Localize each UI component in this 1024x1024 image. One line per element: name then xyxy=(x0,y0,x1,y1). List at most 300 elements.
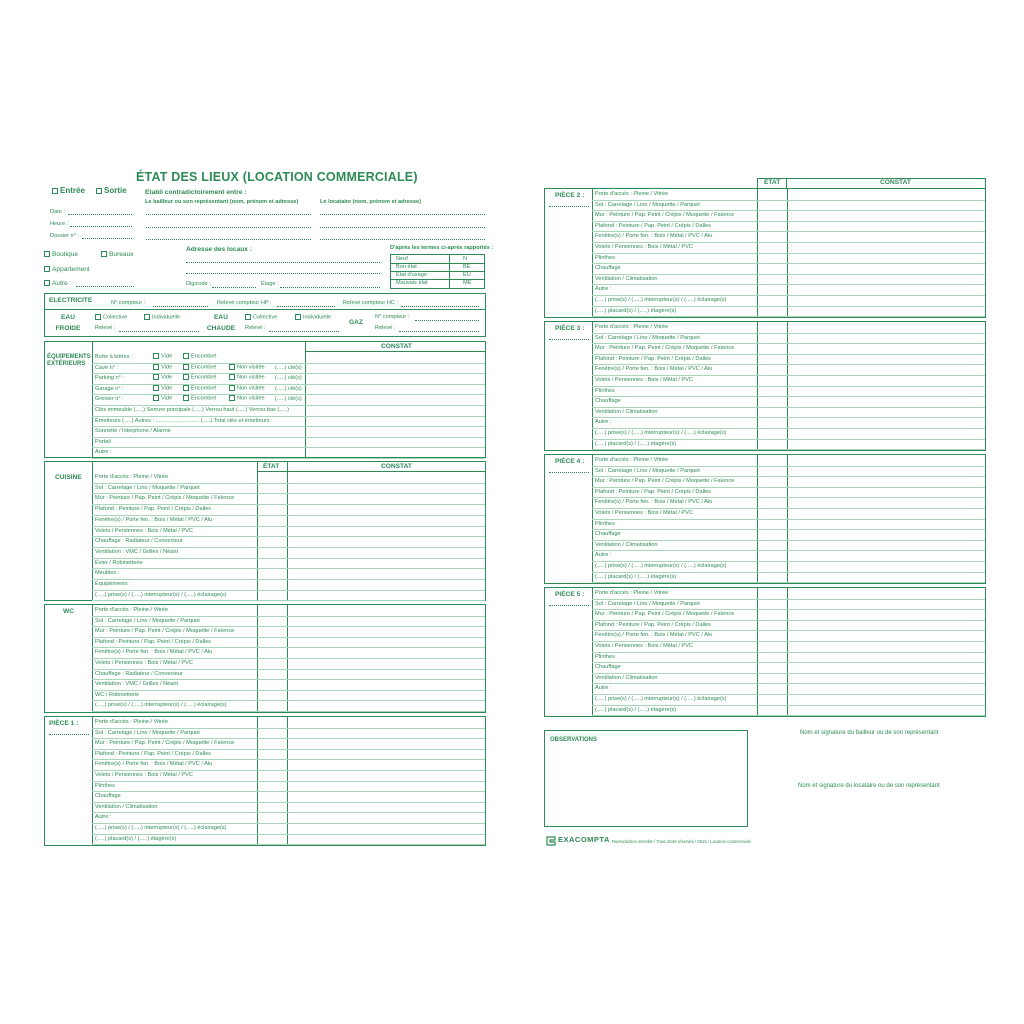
piece1-section xyxy=(44,716,486,846)
piece4-row-divider xyxy=(592,476,985,477)
equip-option-1-1[interactable]: Encombré xyxy=(183,364,217,370)
piece4-row-divider xyxy=(592,497,985,498)
piece5-section xyxy=(544,587,986,717)
piece4-name-field[interactable] xyxy=(549,472,589,473)
cuisine-row-divider xyxy=(92,579,485,580)
adresse-line-1[interactable] xyxy=(186,262,380,263)
piece3-row-divider xyxy=(592,439,985,440)
eau-froide-releve-field[interactable] xyxy=(119,331,199,332)
cuisine-row-4: Fenêtre(s) / Porte fen. : Bois / Métal / PVC / Alu xyxy=(95,516,213,523)
right-constat-header: CONSTAT xyxy=(880,179,911,186)
piece2-row-1: Sol : Carrelage / Lino / Moquette / Parquet xyxy=(595,201,700,208)
terme-neuf: Neuf xyxy=(396,256,408,262)
digicode-field[interactable] xyxy=(212,287,256,288)
equip-row-1: Cave n° : xyxy=(95,364,119,371)
cuisine-row-divider xyxy=(92,568,485,569)
equip-option-4-2[interactable]: Non visitée xyxy=(229,395,265,401)
piece5-row-divider xyxy=(592,641,985,642)
equip-row-2: Parking n° : xyxy=(95,375,124,382)
equip-row-divider xyxy=(92,373,485,374)
piece2-row-8: Ventilation / Climatisation xyxy=(595,275,658,282)
piece4-row-divider xyxy=(592,519,985,520)
terme-etat-usage: Etat d'usage xyxy=(396,272,427,278)
piece2-row-9: Autre : xyxy=(595,286,612,293)
equip-row-divider xyxy=(92,405,485,406)
locataire-line-1[interactable] xyxy=(320,214,485,215)
gaz-compteur-field[interactable] xyxy=(415,320,479,321)
piece2-row-6: Plinthes xyxy=(595,254,615,261)
eau-froide-collective-checkbox[interactable] xyxy=(95,314,101,320)
elec-hc-field[interactable] xyxy=(401,306,479,307)
terme-bon-etat: Bon état xyxy=(396,264,417,270)
piece1-row-divider xyxy=(92,812,485,813)
equip-row-9: Autre : xyxy=(95,449,112,456)
piece3-row-9: Autre : xyxy=(595,419,612,426)
equip-checkbox[interactable] xyxy=(153,395,159,401)
piece4-row-11: (.....) placard(s) / (.....) étagère(s) xyxy=(595,573,677,580)
appartement-checkbox[interactable] xyxy=(44,266,50,272)
equip-option-1-2[interactable]: Non visitée xyxy=(229,364,265,370)
cuisine-row-divider xyxy=(92,526,485,527)
piece4-row-divider xyxy=(592,529,985,530)
autre-option[interactable]: Autre : xyxy=(44,280,71,288)
piece3-row-divider xyxy=(592,396,985,397)
equip-keys-3: (.....) clé(s) xyxy=(275,385,302,392)
piece2-row-5: Volets / Persiennes : Bois / Métal / PVC xyxy=(595,244,693,250)
cuisine-row-3: Plafond : Peinture / Pap. Peint / Crépis / Dalles xyxy=(95,506,211,513)
bailleur-line-1[interactable] xyxy=(146,214,311,215)
heure-label: Heure : xyxy=(50,221,69,227)
electricite-label: ELECTRICITE xyxy=(49,297,93,304)
piece4-row-10: (.....) prise(s) / (.....) interrupteur(s) / (.....) éclairage(s) xyxy=(595,563,727,569)
equip-checkbox[interactable] xyxy=(229,364,235,370)
cuisine-row-0: Porte d'accès : Pleine / Vitrée xyxy=(95,474,169,480)
termes-title: D'après les termes ci-après rapportés : xyxy=(390,245,494,251)
piece4-row-0: Porte d'accès : Pleine / Vitrée xyxy=(595,457,669,463)
adresse-line-2[interactable] xyxy=(186,273,380,274)
piece1-row-divider xyxy=(92,738,485,739)
etabli-label: Etabli contradictoirement entre : xyxy=(145,189,247,196)
gaz-releve-field[interactable] xyxy=(399,331,479,332)
cuisine-row-divider xyxy=(92,493,485,494)
piece3-row-8: Ventilation / Climatisation xyxy=(595,408,658,415)
piece2-row-divider xyxy=(592,295,985,296)
cuisine-row-divider xyxy=(92,590,485,591)
digicode-label: Digicode : xyxy=(186,281,211,287)
observations-label: OBSERVATIONS xyxy=(550,737,598,743)
piece4-row-7: Chauffage xyxy=(595,531,621,538)
piece1-row-2: Mur : Peinture / Pap. Peint / Crépis / Moquette / Faïence xyxy=(95,740,235,747)
piece2-row-divider xyxy=(592,306,985,307)
cuisine-constat-header: CONSTAT xyxy=(381,463,412,470)
bailleur-line-2[interactable] xyxy=(146,227,311,228)
piece2-row-divider xyxy=(592,200,985,201)
wc-row-divider xyxy=(92,626,485,627)
piece5-row-divider xyxy=(592,609,985,610)
piece1-row-divider xyxy=(92,802,485,803)
cuisine-label: CUISINE xyxy=(55,474,82,481)
piece4-label: PIÈCE 4 : xyxy=(555,458,585,465)
piece4-row-4: Fenêtre(s) / Porte fen. : Bois / Métal / PVC / Alu xyxy=(595,499,713,506)
piece1-row-divider xyxy=(92,749,485,750)
piece5-row-2: Mur : Peinture / Pap. Peint / Crépis / Moquette / Faïence xyxy=(595,611,735,618)
eau-chaude-individuelle-checkbox[interactable] xyxy=(295,314,301,320)
piece2-row-divider xyxy=(592,263,985,264)
equip-row-6: Émetteurs (.....) Autres : ............................ (.....) Total clés et émetteurs : xyxy=(95,417,273,424)
piece1-row-1: Sol : Carrelage / Lino / Moquette / Parquet xyxy=(95,729,200,736)
eau-chaude-collective-checkbox[interactable] xyxy=(245,314,251,320)
equip-row-divider xyxy=(92,363,485,364)
cuisine-row-divider xyxy=(92,504,485,505)
piece1-row-divider xyxy=(92,823,485,824)
piece1-row-divider xyxy=(92,781,485,782)
equip-row-3: Garage n° : xyxy=(95,385,124,392)
piece3-section xyxy=(544,321,986,451)
piece2-row-0: Porte d'accès : Pleine / Vitrée xyxy=(595,191,669,197)
cuisine-row-divider xyxy=(92,547,485,548)
eau-froide-label: EAU FROIDE xyxy=(55,314,81,332)
bureaux-option[interactable]: Bureaux xyxy=(101,251,134,259)
exacompta-logo xyxy=(545,834,557,852)
signature-locataire-label: Nom et signature du locataire ou de son représentant xyxy=(798,783,940,789)
piece3-row-1: Sol : Carrelage / Lino / Moquette / Parquet xyxy=(595,334,700,341)
wc-row-0: Porte d'accès : Pleine / Vitrée xyxy=(95,607,169,613)
cuisine-row-9: Meubles : xyxy=(95,570,120,577)
piece5-row-divider xyxy=(592,652,985,653)
piece1-row-6: Plinthes xyxy=(95,782,115,789)
equip-constat-header: CONSTAT xyxy=(381,343,412,350)
piece5-row-3: Plafond : Peinture / Pap. Peint / Crépis / Dalles xyxy=(595,621,711,628)
equip-checkbox[interactable] xyxy=(153,385,159,391)
cuisine-row-2: Mur : Peinture / Pap. Peint / Crépis / Moquette / Faïence xyxy=(95,495,235,502)
piece2-row-divider xyxy=(592,274,985,275)
cuisine-row-5: Volets / Persiennes : Bois / Métal / PVC xyxy=(95,527,193,534)
equip-keys-1: (.....) clé(s) xyxy=(275,364,302,371)
entree-option[interactable]: Entrée xyxy=(52,187,85,195)
boutique-option[interactable]: Boutique xyxy=(44,251,78,259)
wc-row-1: Sol : Carrelage / Lino / Moquette / Parquet xyxy=(95,617,200,624)
equip-option-1-0[interactable]: Vide xyxy=(153,364,172,370)
equip-row-4: Grenier n° : xyxy=(95,396,124,403)
cuisine-row-8: Évier / Robinetterie xyxy=(95,559,143,566)
equip-row-divider xyxy=(92,416,485,417)
piece4-row-divider xyxy=(592,572,985,573)
piece3-row-divider xyxy=(592,364,985,365)
dossier-field[interactable] xyxy=(82,238,132,239)
cuisine-row-divider xyxy=(92,558,485,559)
wc-row-6: Chauffage : Radiateur / Convecteur xyxy=(95,670,183,677)
piece5-name-field[interactable] xyxy=(549,605,589,606)
sortie-checkbox[interactable] xyxy=(96,188,102,194)
piece3-row-divider xyxy=(592,375,985,376)
etage-field[interactable] xyxy=(280,287,380,288)
piece1-row-11: (.....) placard(s) / (.....) étagère(s) xyxy=(95,835,177,842)
piece2-row-10: (.....) prise(s) / (.....) interrupteur(s) / (.....) éclairage(s) xyxy=(595,297,727,303)
piece5-row-divider xyxy=(592,683,985,684)
piece4-row-6: Plinthes xyxy=(595,520,615,527)
piece3-row-7: Chauffage xyxy=(595,398,621,405)
piece2-row-divider xyxy=(592,242,985,243)
piece5-label: PIÈCE 5 : xyxy=(555,591,585,598)
bureaux-checkbox[interactable] xyxy=(101,251,107,257)
wc-row-divider xyxy=(92,658,485,659)
wc-row-8: WC / Robinetterie xyxy=(95,691,140,698)
equip-checkbox[interactable] xyxy=(229,385,235,391)
piece2-row-divider xyxy=(592,316,985,317)
date-label: Date : xyxy=(50,209,65,215)
cuisine-etat-header: ÉTAT xyxy=(263,463,280,470)
piece1-row-0: Porte d'accès : Pleine / Vitrée xyxy=(95,719,169,725)
piece3-row-divider xyxy=(592,343,985,344)
piece5-row-divider xyxy=(592,662,985,663)
locataire-label: Le locataire (nom, prénom et adresse) xyxy=(320,199,422,205)
piece4-row-1: Sol : Carrelage / Lino / Moquette / Parquet xyxy=(595,467,700,474)
eau-froide-individuelle-checkbox[interactable] xyxy=(144,314,150,320)
piece3-row-divider xyxy=(592,449,985,450)
piece3-row-divider xyxy=(592,428,985,429)
wc-row-divider xyxy=(92,616,485,617)
cuisine-row-7: Ventilation : VMC / Grilles / Néant xyxy=(95,548,179,555)
piece4-row-divider xyxy=(592,582,985,583)
piece2-name-field[interactable] xyxy=(549,206,589,207)
equip-option-2-1[interactable]: Encombré xyxy=(183,374,217,380)
autre-checkbox[interactable] xyxy=(44,280,50,286)
piece3-label: PIÈCE 3 : xyxy=(555,325,585,332)
piece4-row-divider xyxy=(592,540,985,541)
piece2-row-divider xyxy=(592,210,985,211)
piece2-row-2: Mur : Peinture / Pap. Peint / Crépis / Moquette / Faïence xyxy=(595,212,735,219)
cuisine-row-10: Équipements : xyxy=(95,581,131,587)
piece1-row-divider xyxy=(92,759,485,760)
cuisine-section xyxy=(44,461,486,601)
equip-checkbox[interactable] xyxy=(153,364,159,370)
piece2-row-7: Chauffage xyxy=(595,265,621,272)
wc-row-2: Mur : Peinture / Pap. Peint / Crépis / Moquette / Faïence xyxy=(95,628,235,635)
piece2-label: PIÈCE 2 : xyxy=(555,192,585,199)
gaz-label: GAZ xyxy=(349,319,363,326)
piece5-row-9: Autre : xyxy=(595,685,612,692)
autre-field[interactable] xyxy=(76,286,134,287)
wc-row-divider xyxy=(92,700,485,701)
equip-row-7: Sonnette / Interphone / Alarme xyxy=(95,428,171,435)
piece1-row-divider xyxy=(92,791,485,792)
equip-keys-4: (.....) clé(s) xyxy=(275,396,302,403)
piece5-row-divider xyxy=(592,715,985,716)
wc-row-4: Fenêtre(s) / Porte fen. : Bois / Métal / PVC / Alu xyxy=(95,649,213,656)
observations-box[interactable] xyxy=(544,730,748,827)
piece4-row-2: Mur : Peinture / Pap. Peint / Crépis / Moquette / Faïence xyxy=(595,478,735,485)
piece4-row-divider xyxy=(592,508,985,509)
equip-row-divider xyxy=(92,458,485,459)
equip-option-0-0[interactable]: Vide xyxy=(153,353,172,359)
terme-mauvais: Mauvais état xyxy=(396,280,428,286)
piece4-row-divider xyxy=(592,466,985,467)
equip-checkbox[interactable] xyxy=(229,395,235,401)
cuisine-row-6: Chauffage : Radiateur / Convecteur xyxy=(95,538,183,545)
form-title: ÉTAT DES LIEUX (LOCATION COMMERCIALE) xyxy=(136,170,418,184)
piece5-row-divider xyxy=(592,673,985,674)
wc-row-7: Ventilation : VMC / Grilles / Néant xyxy=(95,681,179,688)
equip-checkbox[interactable] xyxy=(183,353,189,359)
cuisine-row-divider xyxy=(92,483,485,484)
piece1-row-divider xyxy=(92,844,485,845)
piece5-row-divider xyxy=(592,599,985,600)
piece3-row-divider xyxy=(592,417,985,418)
piece3-row-divider xyxy=(592,407,985,408)
piece4-section xyxy=(544,454,986,584)
piece1-row-3: Plafond : Peinture / Pap. Peint / Crépis / Dalles xyxy=(95,750,211,757)
equip-checkbox[interactable] xyxy=(183,364,189,370)
cuisine-row-divider xyxy=(92,515,485,516)
equip-checkbox[interactable] xyxy=(229,374,235,380)
equip-checkbox[interactable] xyxy=(183,374,189,380)
piece3-name-field[interactable] xyxy=(549,339,589,340)
piece1-row-5: Volets / Persiennes : Bois / Métal / PVC xyxy=(95,772,193,778)
wc-row-divider xyxy=(92,669,485,670)
equip-option-4-0[interactable]: Vide xyxy=(153,395,172,401)
equip-option-3-0[interactable]: Vide xyxy=(153,385,172,391)
equip-option-3-2[interactable]: Non visitée xyxy=(229,385,265,391)
piece4-row-divider xyxy=(592,550,985,551)
equip-option-2-0[interactable]: Vide xyxy=(153,374,172,380)
equip-row-divider xyxy=(92,447,485,448)
equip-option-4-1[interactable]: Encombré xyxy=(183,395,217,401)
compteurs-section: ELECTRICITE N° compteur : Relevé compteur HP : Relevé compteur HC : EAU FROIDE Collective Individuelle Relevé : EAU CHAUDE Collective Individuelle Relevé : GAZ N° compteur : Relevé : xyxy=(44,293,486,337)
equip-row-divider xyxy=(92,394,485,395)
equip-row-5: Clés immeuble (.....) Serrure principale (.....) Verrou haut (.....) Verrou bas (.....) xyxy=(95,407,289,413)
piece1-row-7: Chauffage xyxy=(95,793,121,800)
piece1-name-field[interactable] xyxy=(49,734,89,735)
heure-field[interactable] xyxy=(70,226,132,227)
piece4-row-9: Autre : xyxy=(595,552,612,559)
piece2-row-divider xyxy=(592,231,985,232)
piece1-row-10: (.....) prise(s) / (.....) interrupteur(s) / (.....) éclairage(s) xyxy=(95,825,227,831)
signature-bailleur-label: Nom et signature du bailleur ou de son représentant xyxy=(800,730,939,736)
piece5-row-divider xyxy=(592,630,985,631)
cuisine-row-1: Sol : Carrelage / Lino / Moquette / Parquet xyxy=(95,484,200,491)
cuisine-row-divider xyxy=(92,600,485,601)
piece2-section xyxy=(544,188,986,318)
piece4-row-5: Volets / Persiennes : Bois / Métal / PVC xyxy=(595,510,693,516)
piece1-row-9: Autre : xyxy=(95,814,112,821)
dossier-label: Dossier n° : xyxy=(50,233,79,239)
locataire-line-3[interactable] xyxy=(320,239,485,240)
equip-checkbox[interactable] xyxy=(153,374,159,380)
exacompta-icon xyxy=(545,835,557,847)
equip-row-divider xyxy=(92,437,485,438)
equip-keys-2: (.....) clé(s) xyxy=(275,375,302,382)
elec-compteur-field[interactable] xyxy=(153,306,208,307)
cuisine-row-divider xyxy=(92,536,485,537)
wc-section xyxy=(44,604,486,713)
piece5-row-10: (.....) prise(s) / (.....) interrupteur(s) / (.....) éclairage(s) xyxy=(595,696,727,702)
appartement-option[interactable]: Appartement xyxy=(44,266,90,274)
equip-option-0-1[interactable]: Encombré xyxy=(183,353,217,359)
bailleur-label: Le bailleur ou son représentant (nom, prénom et adresse) xyxy=(145,199,299,205)
entree-checkbox[interactable] xyxy=(52,188,58,194)
piece5-row-divider xyxy=(592,705,985,706)
piece1-row-8: Ventilation / Climatisation xyxy=(95,803,158,810)
piece3-row-divider xyxy=(592,354,985,355)
piece3-row-3: Plafond : Peinture / Pap. Peint / Crépis / Dalles xyxy=(595,355,711,362)
wc-row-5: Volets / Persiennes : Bois / Métal / PVC xyxy=(95,660,193,666)
brand-name: EXACOMPTA xyxy=(558,835,610,844)
equip-option-2-2[interactable]: Non visitée xyxy=(229,374,265,380)
piece3-row-divider xyxy=(592,333,985,334)
termes-legend: Neuf N Bon état BE Etat d'usage EU Mauvais état ME xyxy=(390,254,485,289)
wc-row-3: Plafond : Peinture / Pap. Peint / Crépis / Dalles xyxy=(95,638,211,645)
piece5-row-divider xyxy=(592,694,985,695)
piece5-row-7: Chauffage xyxy=(595,664,621,671)
piece3-row-4: Fenêtre(s) / Porte fen. : Bois / Métal / PVC / Alu xyxy=(595,366,713,373)
wc-row-divider xyxy=(92,679,485,680)
piece5-row-11: (.....) placard(s) / (.....) étagère(s) xyxy=(595,706,677,713)
locataire-line-2[interactable] xyxy=(320,227,485,228)
elec-hp-field[interactable] xyxy=(277,306,335,307)
piece4-row-divider xyxy=(592,561,985,562)
piece4-row-8: Ventilation / Climatisation xyxy=(595,541,658,548)
piece5-row-8: Ventilation / Climatisation xyxy=(595,674,658,681)
piece1-label: PIÈCE 1 : xyxy=(49,720,79,727)
piece2-row-11: (.....) placard(s) / (.....) étagère(s) xyxy=(595,307,677,314)
piece3-row-10: (.....) prise(s) / (.....) interrupteur(s) / (.....) éclairage(s) xyxy=(595,430,727,436)
etage-label: Étage : xyxy=(261,281,279,287)
equipements-label: ÉQUIPEMENTS EXTÉRIEURS xyxy=(47,354,91,367)
piece3-row-2: Mur : Peinture / Pap. Peint / Crépis / Moquette / Faïence xyxy=(595,345,735,352)
wc-row-divider xyxy=(92,647,485,648)
eau-chaude-label: EAU CHAUDE xyxy=(206,314,236,332)
piece2-row-3: Plafond : Peinture / Pap. Peint / Crépis / Dalles xyxy=(595,222,711,229)
piece3-row-divider xyxy=(592,386,985,387)
piece1-row-divider xyxy=(92,770,485,771)
date-field[interactable] xyxy=(68,214,132,215)
equip-option-3-1[interactable]: Encombré xyxy=(183,385,217,391)
piece5-row-divider xyxy=(592,620,985,621)
bailleur-line-3[interactable] xyxy=(146,239,311,240)
wc-row-divider xyxy=(92,690,485,691)
equip-checkbox[interactable] xyxy=(183,395,189,401)
piece5-row-5: Volets / Persiennes : Bois / Métal / PVC xyxy=(595,643,693,649)
equip-checkbox[interactable] xyxy=(153,353,159,359)
piece5-row-0: Porte d'accès : Pleine / Vitrée xyxy=(595,590,669,596)
sortie-option[interactable]: Sortie xyxy=(96,187,127,195)
wc-row-9: (.....) prise(s) / (.....) interrupteur(s) / (.....) éclairage(s) xyxy=(95,702,227,709)
piece3-row-0: Porte d'accès : Pleine / Vitrée xyxy=(595,324,669,330)
equip-row-0: Boîte à lettres : xyxy=(95,354,133,360)
boutique-checkbox[interactable] xyxy=(44,251,50,257)
piece1-row-divider xyxy=(92,834,485,835)
piece2-row-divider xyxy=(592,253,985,254)
eau-chaude-releve-field[interactable] xyxy=(269,331,339,332)
wc-row-divider xyxy=(92,637,485,638)
piece2-row-divider xyxy=(592,284,985,285)
wc-label: WC xyxy=(63,608,74,615)
piece3-row-6: Plinthes xyxy=(595,387,615,394)
piece5-row-1: Sol : Carrelage / Lino / Moquette / Parquet xyxy=(595,600,700,607)
equip-row-divider xyxy=(92,426,485,427)
equip-checkbox[interactable] xyxy=(183,385,189,391)
piece4-row-divider xyxy=(592,487,985,488)
piece3-row-5: Volets / Persiennes : Bois / Métal / PVC xyxy=(595,377,693,383)
piece1-row-divider xyxy=(92,728,485,729)
wc-row-divider xyxy=(92,711,485,712)
equip-row-divider xyxy=(92,384,485,385)
equipements-section xyxy=(44,341,486,458)
piece3-row-11: (.....) placard(s) / (.....) étagère(s) xyxy=(595,440,677,447)
right-etat-header: ÉTAT xyxy=(764,179,781,186)
equip-row-8: Portail xyxy=(95,438,111,445)
piece5-row-4: Fenêtre(s) / Porte fen. : Bois / Métal / PVC / Alu xyxy=(595,632,713,639)
